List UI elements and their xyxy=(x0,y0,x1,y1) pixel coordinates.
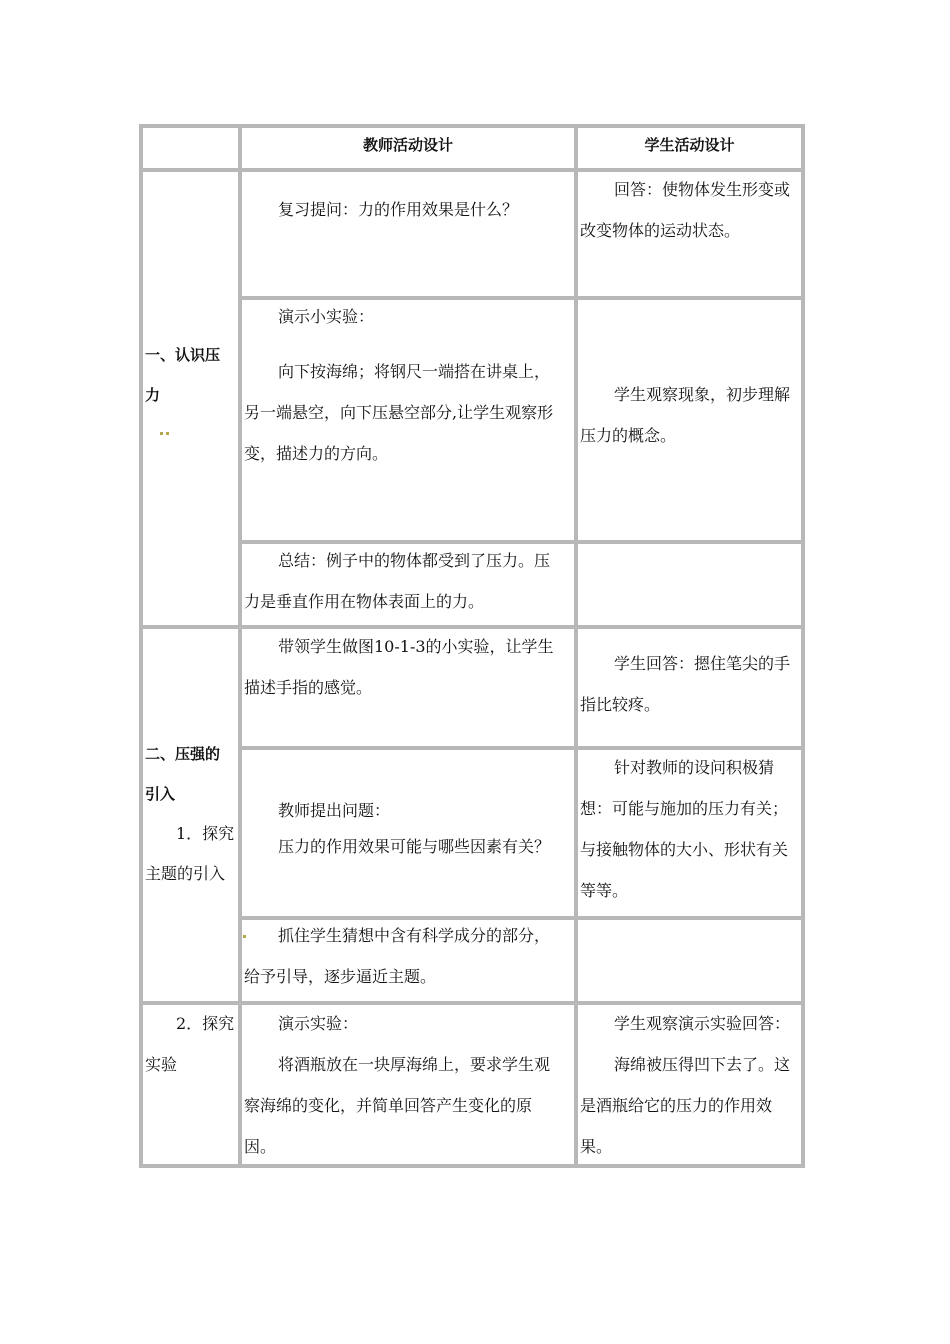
s1-r1-student-line1: 回答：使物体发生形变或 xyxy=(614,180,791,199)
s2-r1-teacher xyxy=(240,627,576,748)
section2-title-line1: 二、压强的 xyxy=(145,745,221,763)
scan-mark xyxy=(243,935,246,938)
section1-title-line2: 力 xyxy=(145,386,161,404)
s2-r3-student xyxy=(576,918,803,1003)
s3-teacher xyxy=(240,1003,576,1166)
section3-label-cell xyxy=(141,1003,240,1166)
s1-r1-teacher xyxy=(240,170,576,298)
s1-r3-teacher-line2: 力是垂直作用在物体表面上的力。 xyxy=(244,592,485,611)
s1-r3-teacher-line1: 总结：例子中的物体都受到了压力。压 xyxy=(278,551,551,570)
s3-student-line4: 果。 xyxy=(580,1137,613,1156)
s2-r2-student-line3: 与接触物体的大小、形状有关 xyxy=(580,840,789,859)
s1-r2-teacher-line2: 另一端悬空，向下压悬空部分,让学生观察形 xyxy=(244,403,554,422)
s1-r1-student-line2: 改变物体的运动状态。 xyxy=(580,221,741,240)
s2-r2-teacher-line2: 压力的作用效果可能与哪些因素有关？ xyxy=(278,837,551,856)
section1-title-line1: 一、认识压 xyxy=(145,346,221,364)
s2-r1-teacher-line1: 带领学生做图10-1-3的小实验，让学生 xyxy=(278,637,554,656)
s3-teacher-line2: 察海绵的变化，并简单回答产生变化的原 xyxy=(244,1096,533,1115)
s1-r1-student xyxy=(576,170,803,298)
s3-student-line1: 学生观察演示实验回答： xyxy=(614,1014,791,1033)
s2-r3-teacher-line1: 抓住学生猜想中含有科学成分的部分， xyxy=(278,926,551,945)
s1-r2-teacher-line3: 变，描述力的方向。 xyxy=(244,444,389,463)
s3-student xyxy=(576,1003,803,1166)
s1-r3-student xyxy=(576,542,803,627)
section1-label-cell xyxy=(141,170,240,627)
s2-r2-student-line1: 针对教师的设问积极猜 xyxy=(614,758,775,777)
s2-r2-student-line4: 等等。 xyxy=(580,881,629,900)
s2-r1-teacher-line2: 描述手指的感觉。 xyxy=(244,678,373,697)
s2-r1-student-line2: 指比较疼。 xyxy=(580,695,661,714)
section2-sub-line2: 主题的引入 xyxy=(145,864,226,883)
section2-title-line2: 引入 xyxy=(145,785,176,803)
s2-r2-teacher xyxy=(240,748,576,918)
section3-sub-line1: 2．探究 xyxy=(176,1014,235,1033)
s1-r2-student-line2: 压力的概念。 xyxy=(580,426,677,445)
s2-r1-student-line1: 学生回答：摁住笔尖的手 xyxy=(614,654,791,673)
scan-mark xyxy=(166,432,169,435)
s2-r2-student-line2: 想：可能与施加的压力有关； xyxy=(580,799,789,818)
s3-student-line2: 海绵被压得凹下去了。这 xyxy=(614,1055,791,1074)
header-empty-cell xyxy=(141,126,240,170)
s1-r3-teacher xyxy=(240,542,576,627)
header-student: 学生活动设计 xyxy=(576,126,803,170)
s1-r2-student xyxy=(576,298,803,542)
s2-r3-teacher-line2: 给予引导，逐步逼近主题。 xyxy=(244,967,437,986)
section3-sub-line2: 实验 xyxy=(145,1055,178,1074)
scan-mark xyxy=(160,432,163,435)
s2-r1-student xyxy=(576,627,803,748)
s3-teacher-title: 演示实验： xyxy=(278,1014,359,1033)
s1-r2-teacher-line1: 向下按海绵；将钢尺一端搭在讲桌上， xyxy=(278,362,551,381)
s3-teacher-line1: 将酒瓶放在一块厚海绵上，要求学生观 xyxy=(278,1055,551,1074)
header-teacher: 教师活动设计 xyxy=(240,126,576,170)
s1-r2-teacher-title: 演示小实验： xyxy=(278,307,375,326)
s3-teacher-line3: 因。 xyxy=(244,1137,277,1156)
section2-sub-line1: 1．探究 xyxy=(176,824,235,843)
s2-r2-teacher-line1: 教师提出问题： xyxy=(278,801,391,820)
s3-student-line3: 是酒瓶给它的压力的作用效 xyxy=(580,1096,773,1115)
s2-r3-teacher xyxy=(240,918,576,1003)
s2-r2-student xyxy=(576,748,803,918)
s1-r2-teacher xyxy=(240,298,576,542)
s1-r1-teacher-text: 复习提问：力的作用效果是什么？ xyxy=(278,200,519,219)
section2-label-cell xyxy=(141,627,240,1003)
s1-r2-student-line1: 学生观察现象，初步理解 xyxy=(614,385,791,404)
